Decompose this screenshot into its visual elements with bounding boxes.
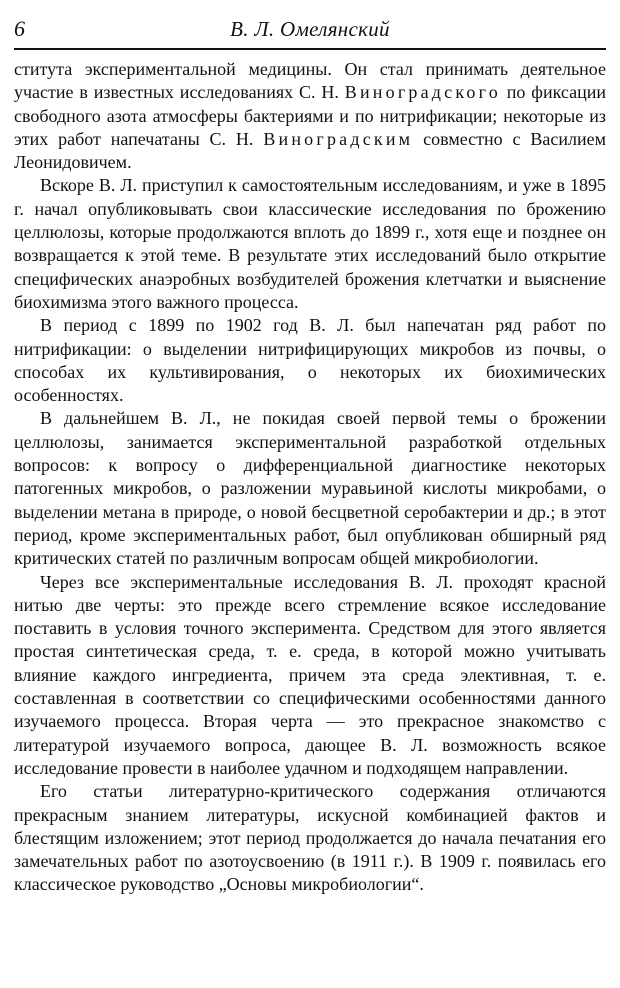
page-number: 6 [14, 16, 25, 41]
header-rule [14, 48, 606, 50]
paragraph-6: Его статьи литературно-критического содержания отличаются прекрасным знанием литературы, искусной комбинацией фактов и блестящим изложением; этот период продолжается до начала печатания его замечательных работ по азотоусвоению (в 1911 г.). В 1909 г. появилась его классическое руководство „Основы микробиологии“. [14, 781, 606, 895]
paragraph-1-segment-2: по фиксации свободного азота атмосферы бактериями и по нитрификации; некоторые из этих работ напечатаны С. Н. [14, 82, 606, 149]
spaced-name-vinogradskim: Виноградским [263, 128, 414, 149]
paragraph-3: В период с 1899 по 1902 год В. Л. был напечатан ряд работ по нитрификации: о выделении нитрифицирующих микробов из почвы, о способах их культивирования, о некоторых их биохимических особенностях. [14, 315, 606, 406]
page-header [14, 14, 606, 44]
paragraph-1 [14, 58, 606, 174]
paragraph-2: Вскоре В. Л. приступил к самостоятельным исследованиям, и уже в 1895 г. начал опубликовывать свои классические исследования по брожению целлюлозы, которые продолжаются вплоть до 1899 г., хотя еще и позднее он возвращается к этой теме. В результате этих исследований было открытие специфических анаэробных возбудителей брожения клетчатки и выяснение биохимизма этого важного процесса. [14, 175, 606, 312]
body-text [14, 58, 606, 897]
paragraph-5: Через все экспериментальные исследования В. Л. проходят красной нитью две черты: это прежде всего стремление всякое исследование поставить в условия точного эксперимента. Средством для этого является простая синтетическая среда, т. е. среда, в которой можно учитывать влияние каждого ингредиента, причем эта среда элективная, т. е. составленная в соответствии со специфическими особенностями данного изучаемого процесса. Вторая черта — это прекрасное знакомство с литературой изучаемого вопроса, дающее В. Л. возможность всякое исследование провести в наиболее удачном и подходящем направлении. [14, 571, 606, 778]
paragraph-1-segment-1: ститута экспериментальной медицины. Он стал принимать деятельное участие в известных исследованиях С. Н. [14, 59, 606, 103]
running-title: В. Л. Омелянский [230, 17, 390, 41]
paragraph-4: В дальнейшем В. Л., не покидая своей первой темы о брожении целлюлозы, занимается экспериментальной разработкой отдельных вопросов: к вопросу о дифференциальной диагностике некоторых патогенных микробов, о разложении муравьиной кислоты микробами, о выделении метана в природе, о новой бесцветной серобактерии и др.; в этот период, кроме экспериментальных работ, был опубликован обширный ряд критических статей по различным вопросам общей микробиологии. [14, 408, 606, 569]
paragraph-1-segment-3: совместно с Василием Леонидовичем. [14, 128, 606, 173]
spaced-name-vinogradsky: Виноградского [344, 82, 501, 103]
